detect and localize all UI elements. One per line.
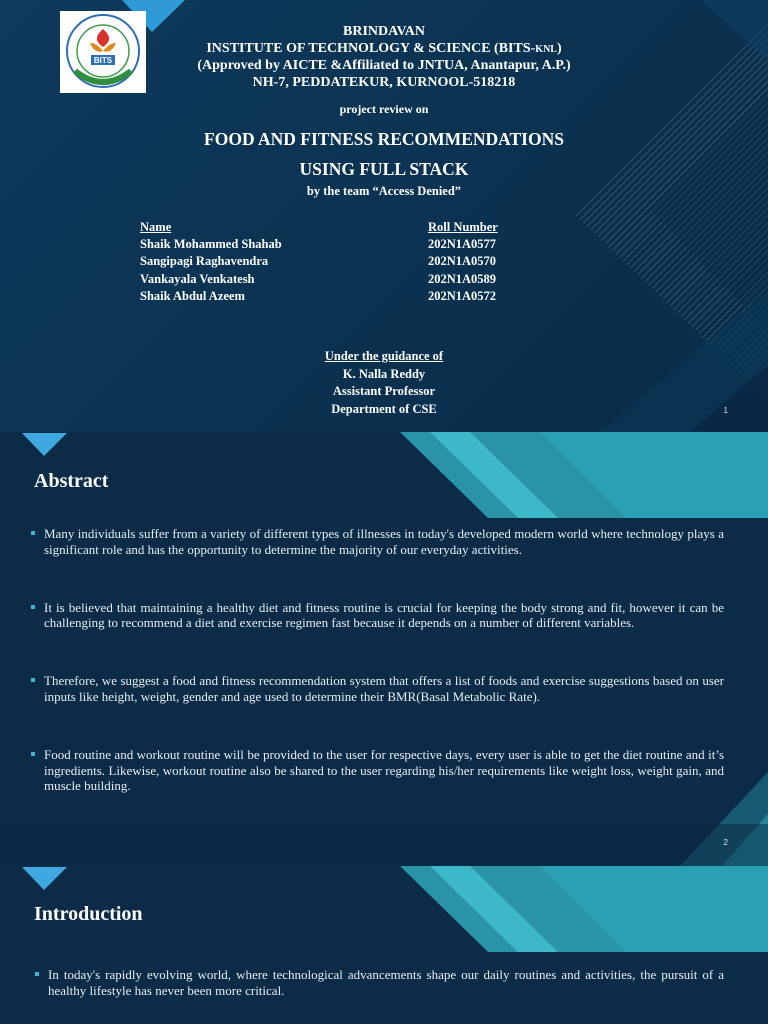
member-roll: 202N1A0572 (428, 288, 497, 303)
logo-text: BITS (93, 56, 113, 65)
bullet-icon (31, 752, 35, 756)
institute-name-line2: INSTITUTE OF TECHNOLOGY & SCIENCE (BITS-KNL) (206, 40, 562, 56)
institute-approval: (Approved by AICTE &Affiliated to JNTUA, Anantapur, A.P.) (197, 58, 571, 73)
intro-bullets (34, 967, 724, 999)
member-name: Shaik Mohammed Shahab (140, 237, 282, 252)
member-name: Vankayala Venkatesh (140, 271, 255, 286)
page-number: 2 (723, 838, 728, 847)
guidance-heading: Under the guidance of (324, 349, 444, 363)
chevron-down-icon (22, 867, 67, 890)
guide-role: Assistant Professor (332, 384, 436, 398)
list-item: Many individuals suffer from a variety of different types of illnesses in today's developed modern world where technology plays a significant role and has the opportunity to determine the majority of our everyday activities. (30, 526, 724, 558)
slide-introduction (0, 866, 768, 1024)
chevron-down-icon (22, 433, 67, 456)
institute-name-line1: BRINDAVAN (343, 24, 425, 39)
team-name: by the team “Access Denied” (306, 184, 462, 198)
member-name: Sangipagi Raghavendra (140, 254, 269, 269)
slide-abstract (0, 432, 768, 866)
review-label: project review on (339, 102, 429, 116)
bullet-icon (31, 678, 35, 682)
team-name-column (140, 219, 400, 305)
slide-heading: Abstract (34, 470, 109, 492)
team-roll-column (428, 219, 548, 305)
roll-header: Roll Number (428, 220, 498, 234)
list-item: In today's rapidly evolving world, where technological advancements shape our daily routines and activities, the pursuit of a healthy lifestyle has never been more critical. (34, 967, 724, 999)
guide-department: Department of CSE (331, 401, 437, 416)
guidance-block (0, 348, 768, 418)
decorative-background (0, 866, 768, 1024)
member-roll: 202N1A0577 (428, 237, 497, 252)
list-item: It is believed that maintaining a healthy diet and fitness routine is crucial for keeping the body strong and fit, however it can be challenging to recommend a diet and exercise regimen fast because it depends on a number of different variables. (30, 600, 724, 632)
member-roll: 202N1A0570 (428, 254, 497, 269)
slide-heading: Introduction (34, 903, 143, 925)
project-title (0, 124, 768, 184)
member-roll: 202N1A0589 (428, 271, 497, 286)
list-item: Therefore, we suggest a food and fitness recommendation system that offers a list of foods and exercise suggestions based on user inputs like height, weight, gender and age used to determine their BMR(Basal Metabolic Rate). (30, 673, 724, 705)
page-number: 1 (723, 406, 728, 415)
abstract-bullets (30, 526, 724, 794)
project-title-line2: USING FULL STACK (299, 159, 469, 179)
list-item: Food routine and workout routine will be provided to the user for respective days, every user is able to get the diet routine and it’s ingredients. Likewise, workout routine also be shared to the user regarding his/her requirements like weight loss, weight gain, and muscle building. (30, 747, 724, 794)
institute-header (0, 24, 768, 91)
slide-title-page (0, 0, 768, 432)
member-name: Shaik Abdul Azeem (140, 288, 245, 303)
bullet-icon (31, 531, 35, 535)
bullet-icon (35, 972, 39, 976)
bullet-icon (31, 605, 35, 609)
institute-address: NH-7, PEDDATEKUR, KURNOOL-518218 (252, 74, 516, 90)
name-header: Name (140, 220, 172, 234)
project-title-line1: FOOD AND FITNESS RECOMMENDATIONS (204, 129, 564, 149)
guide-name: K. Nalla Reddy (342, 366, 426, 381)
